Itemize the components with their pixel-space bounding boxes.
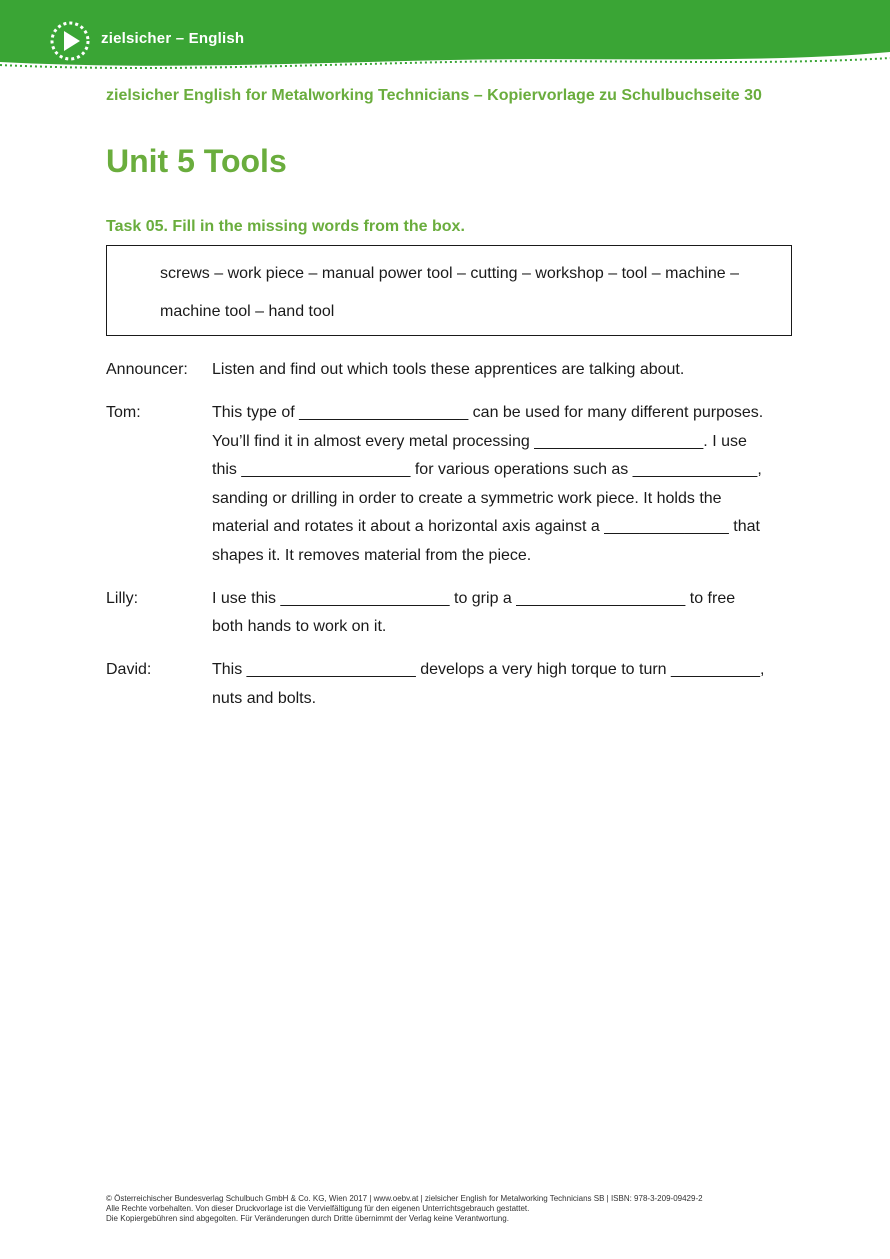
dialogue-row-announcer bbox=[106, 356, 796, 385]
footer-line: Die Kopiergebühren sind abgegolten. Für Veränderungen durch Dritte übernimmt der Verlag keine Verantwortung. bbox=[106, 1214, 509, 1223]
speech-line: This type of ___________________ can be used for many different purposes. bbox=[212, 404, 764, 421]
speech-text bbox=[212, 585, 796, 642]
speech-text bbox=[212, 356, 796, 385]
speech-text bbox=[212, 656, 796, 713]
speech-line: shapes it. It removes material from the piece. bbox=[212, 546, 532, 564]
speech-line: Listen and find out which tools these apprentices are talking about. bbox=[212, 361, 685, 378]
speech-line: this ___________________ for various operations such as ______________, bbox=[212, 461, 762, 478]
speech-line: This ___________________ develops a very high torque to turn __________, bbox=[212, 661, 765, 678]
page-subtitle: zielsicher English for Metalworking Technicians – Kopiervorlage zu Schulbuchseite 30 bbox=[106, 87, 762, 104]
speech-line: You’ll find it in almost every metal processing ___________________. I use bbox=[212, 432, 747, 450]
speaker-label: Tom: bbox=[106, 404, 141, 421]
word-box-line: machine tool – hand tool bbox=[160, 303, 335, 320]
speech-line: both hands to work on it. bbox=[212, 618, 387, 635]
play-logo-icon bbox=[49, 20, 91, 62]
speaker-label: Lilly: bbox=[106, 589, 139, 607]
footer-line: Alle Rechte vorbehalten. Von dieser Druckvorlage ist die Vervielfältigung für den eigenen Unterrichtsgebrauch gestattet. bbox=[106, 1204, 530, 1213]
speech-line: material and rotates it about a horizontal axis against a ______________ that bbox=[212, 518, 760, 535]
dialogue-row-david bbox=[106, 656, 796, 713]
speaker-label: Announcer: bbox=[106, 361, 188, 378]
speech-line: sanding or drilling in order to create a symmetric work piece. It holds the bbox=[212, 489, 722, 507]
task-title: Task 05. Fill in the missing words from the box. bbox=[106, 218, 465, 235]
brand-name: zielsicher – English bbox=[101, 30, 245, 47]
speech-line: nuts and bolts. bbox=[212, 689, 317, 707]
footer bbox=[106, 1194, 703, 1224]
word-box bbox=[106, 245, 792, 336]
footer-line: © Österreichischer Bundesverlag Schulbuch GmbH & Co. KG, Wien 2017 | www.oebv.at | zielsicher English for Metalworking Technicians SB | ISBN: 978-3-209-09429-2 bbox=[106, 1194, 703, 1203]
speech-text bbox=[212, 399, 796, 570]
header-banner bbox=[0, 0, 890, 80]
word-box-line: screws – work piece – manual power tool – cutting – workshop – tool – machine – bbox=[160, 265, 739, 282]
speaker-label: David: bbox=[106, 661, 152, 678]
dialogue bbox=[106, 356, 796, 728]
unit-title: Unit 5 Tools bbox=[106, 143, 287, 179]
dialogue-row-lilly bbox=[106, 585, 796, 642]
speech-line: I use this ___________________ to grip a ___________________ to free bbox=[212, 589, 736, 607]
dialogue-row-tom bbox=[106, 399, 796, 570]
